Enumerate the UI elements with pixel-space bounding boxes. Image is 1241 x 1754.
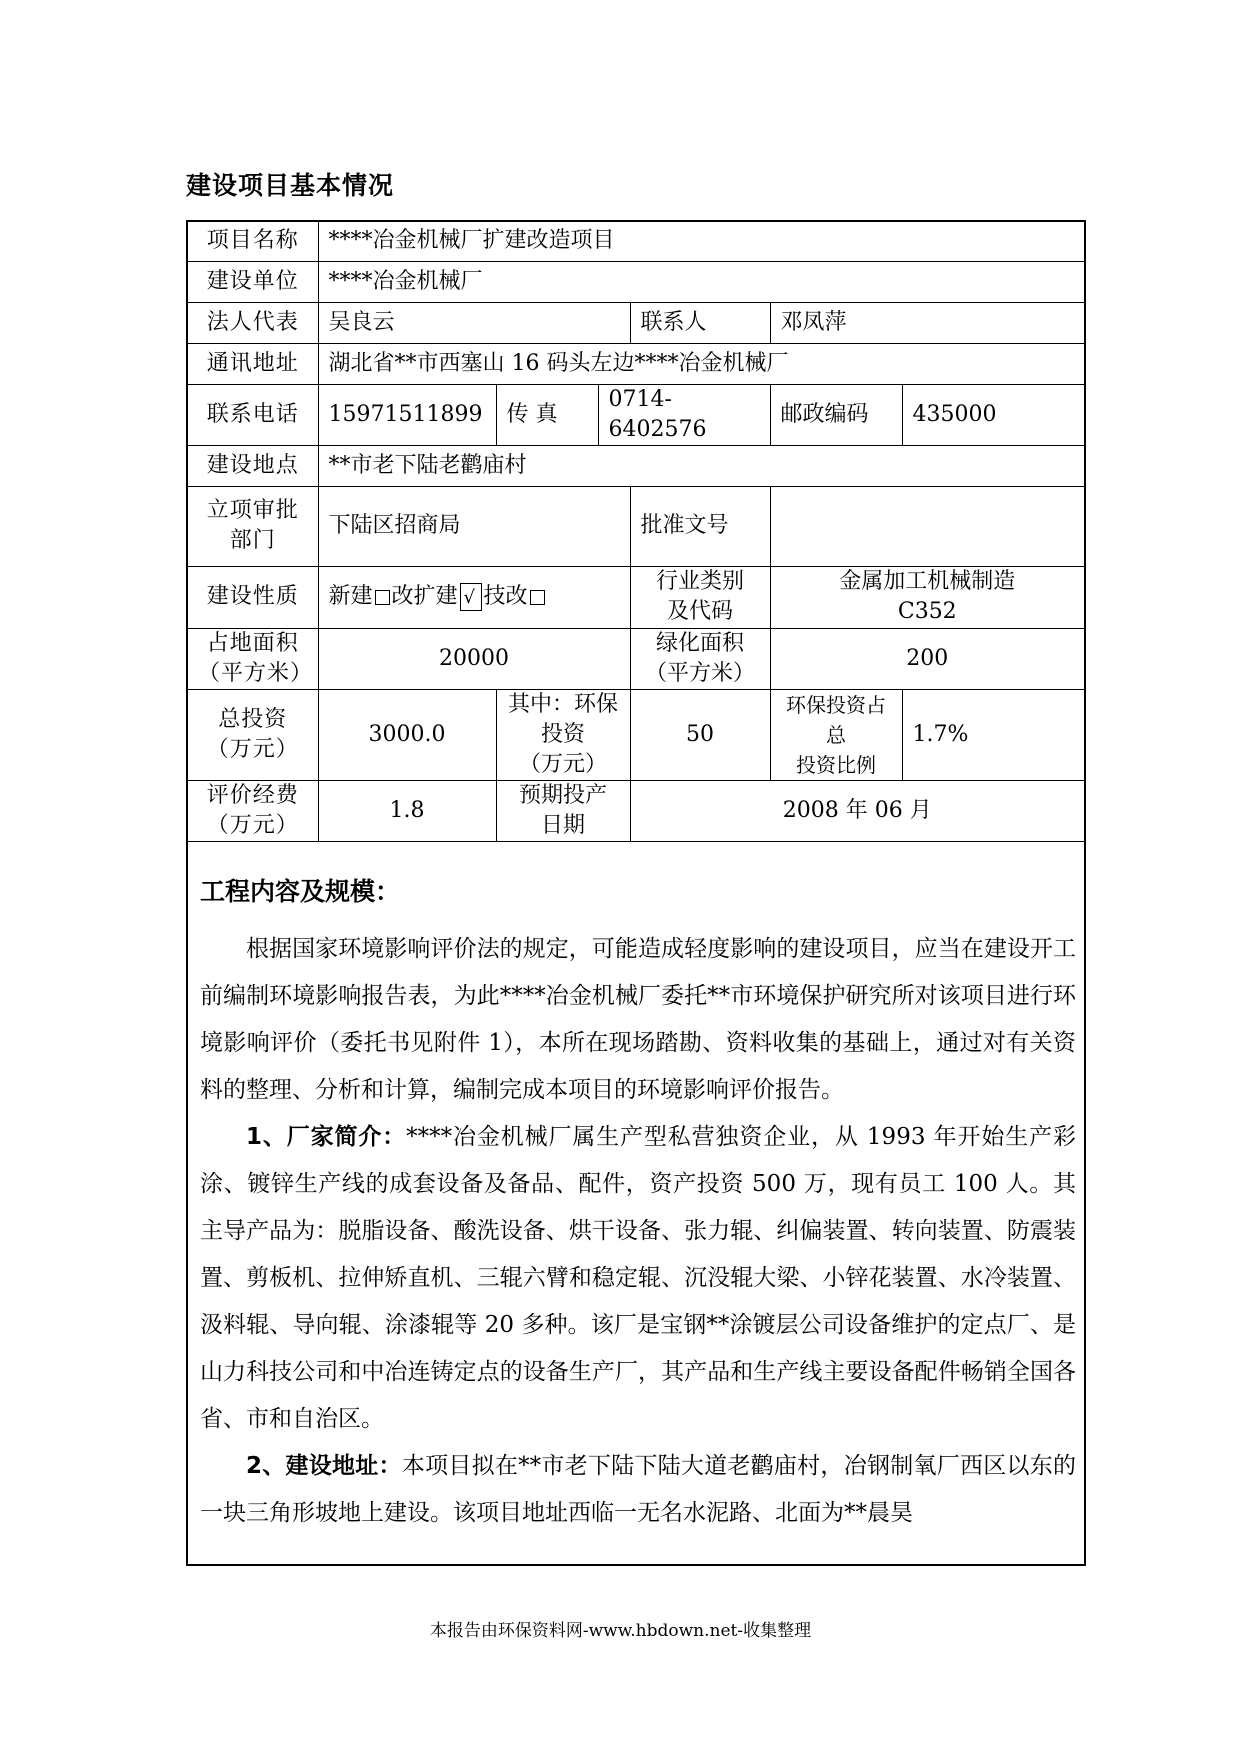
row-eval-cost bbox=[188, 780, 1084, 841]
label-phone: 联系电话 bbox=[188, 384, 318, 445]
value-green-area: 200 bbox=[770, 628, 1084, 689]
value-fax: 0714-6402576 bbox=[598, 384, 770, 445]
label-eval-cost: 评价经费 （万元） bbox=[188, 780, 318, 841]
value-eval-cost: 1.8 bbox=[318, 780, 496, 841]
value-industry: 金属加工机械制造 C352 bbox=[770, 566, 1084, 628]
value-approval: 下陆区招商局 bbox=[318, 486, 630, 566]
page-title: 建设项目基本情况 bbox=[186, 171, 395, 200]
row-project-name bbox=[188, 222, 1084, 261]
checkbox-new-build[interactable] bbox=[375, 590, 390, 605]
value-approval-no bbox=[770, 486, 1084, 566]
label-builder: 建设单位 bbox=[188, 261, 318, 302]
label-legal-rep: 法人代表 bbox=[188, 302, 318, 343]
label-env-investment: 其中：环保投资 （万元） bbox=[496, 689, 630, 780]
value-env-ratio: 1.7% bbox=[902, 689, 1084, 780]
row-site bbox=[188, 445, 1084, 486]
value-nature: 新建 改扩建√ 技改 bbox=[318, 566, 630, 628]
value-operation-date: 2008 年 06 月 bbox=[630, 780, 1084, 841]
value-project-name: ****冶金机械厂扩建改造项目 bbox=[318, 222, 1084, 261]
label-green-area: 绿化面积 （平方米） bbox=[630, 628, 770, 689]
label-operation-date: 预期投产 日期 bbox=[496, 780, 630, 841]
checkbox-expand-checked[interactable] bbox=[460, 583, 482, 611]
label-nature: 建设性质 bbox=[188, 566, 318, 628]
value-area: 20000 bbox=[318, 628, 630, 689]
row-investment bbox=[188, 689, 1084, 780]
row-area bbox=[188, 628, 1084, 689]
row-legal-rep bbox=[188, 302, 1084, 343]
label-approval: 立项审批 部门 bbox=[188, 486, 318, 566]
footer-note: 本报告由环保资料网-www.hbdown.net-收集整理 bbox=[429, 1621, 812, 1641]
value-legal-rep: 吴良云 bbox=[318, 302, 630, 343]
row-phone bbox=[188, 384, 1084, 445]
label-contact: 联系人 bbox=[630, 302, 770, 343]
label-address: 通讯地址 bbox=[188, 343, 318, 384]
row-approval bbox=[188, 486, 1084, 566]
value-builder: ****冶金机械厂 bbox=[318, 261, 1084, 302]
row-nature bbox=[188, 566, 1084, 628]
label-area: 占地面积 （平方米） bbox=[188, 628, 318, 689]
label-project-name: 项目名称 bbox=[188, 222, 318, 261]
label-industry: 行业类别 及代码 bbox=[630, 566, 770, 628]
row-address bbox=[188, 343, 1084, 384]
paragraph-intro: 根据国家环境影响评价法的规定，可能造成轻度影响的建设项目，应当在建设开工前编制环境影响报告表，为此****冶金机械厂委托**市环境保护研究所对该项目进行环境影响评价（委托书见附件 1），本所在现场踏勘、资料收集的基础上，通过对有关资料的整理、分析和计算，编制完成本项目的环境影响评价报告。 bbox=[200, 936, 1076, 1103]
label-env-ratio: 环保投资占总 投资比例 bbox=[770, 689, 902, 780]
value-contact: 邓凤萍 bbox=[770, 302, 1084, 343]
label-zip: 邮政编码 bbox=[770, 384, 902, 445]
paragraph-address: 2、建设地址：本项目拟在**市老下陆下陆大道老鹳庙村，冶钢制氧厂西区以东的一块三角形坡地上建设。该项目地址西临一无名水泥路、北面为**晨昊 bbox=[200, 1453, 1077, 1526]
label-site: 建设地点 bbox=[188, 445, 318, 486]
project-info-table bbox=[188, 222, 1084, 842]
row-builder bbox=[188, 261, 1084, 302]
label-approval-no: 批准文号 bbox=[630, 486, 770, 566]
value-env-investment: 50 bbox=[630, 689, 770, 780]
label-investment: 总投资 （万元） bbox=[188, 689, 318, 780]
value-address: 湖北省**市西塞山 16 码头左边****冶金机械厂 bbox=[318, 343, 1084, 384]
section-body bbox=[200, 926, 1076, 1537]
project-info-frame bbox=[186, 220, 1086, 1566]
value-investment: 3000.0 bbox=[318, 689, 496, 780]
checkbox-tech-reform[interactable] bbox=[530, 590, 545, 605]
section-title: 工程内容及规模： bbox=[200, 877, 401, 906]
label-fax: 传 真 bbox=[496, 384, 598, 445]
value-phone: 15971511899 bbox=[318, 384, 496, 445]
paragraph-company: 1、厂家简介：****冶金机械厂属生产型私营独资企业，从 1993 年开始生产彩涂、镀锌生产线的成套设备及备品、配件，资产投资 500 万，现有员工 100 人。其主导产品为：脱脂设备、酸洗设备、烘干设备、张力辊、纠偏装置、转向装置、防震装置、剪板机、拉伸矫直机、三辊六臂和稳定辊、沉没辊大梁、小锌花装置、水冷装置、汲料辊、导向辊、涂漆辊等 20 多种。该厂是宝钢**涂镀层公司设备维护的定点厂、是山力科技公司和中冶连铸定点的设备生产厂，其产品和生产线主要设备配件畅销全国各省、市和自治区。 bbox=[200, 1124, 1076, 1432]
value-zip: 435000 bbox=[902, 384, 1084, 445]
value-site: **市老下陆老鹳庙村 bbox=[318, 445, 1084, 486]
